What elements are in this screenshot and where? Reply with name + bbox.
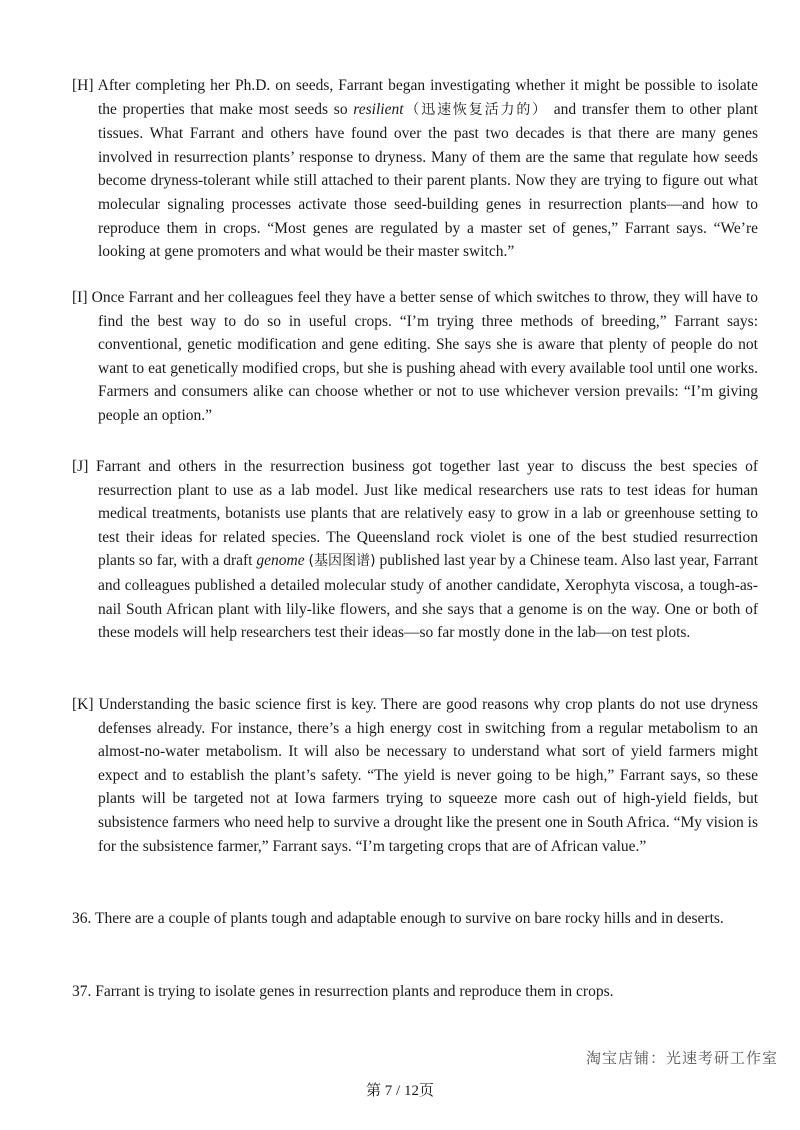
paragraph-j bbox=[72, 455, 758, 645]
paragraph-h bbox=[72, 74, 758, 264]
paragraph-h-rest: and transfer them to other plant tissues. What Farrant and others have found over the past two decades is that there are many genes involved in resurrection plants’ response to dryness. Many of them are the same that regulate how seeds become dryness-tolerant while still attached to their parent plants. Now they are trying to figure out what molecular signaling processes activate those seed-building genes in resurrection plants—and how to reproduce them in crops. “Most genes are regulated by a master set of genes,” Farrant says. “We’re looking at gene promoters and what would be their master switch.” bbox=[98, 100, 758, 261]
question-37: 37. Farrant is trying to isolate genes in resurrection plants and reproduce them in crops. bbox=[72, 983, 614, 1000]
paragraph-k: [K] Understanding the basic science first is key. There are good reasons why crop plants do not use dryness defenses already. For instance, there’s a high energy cost in switching from a regular metabolism to an almost-no-water metabolism. It will also be necessary to understand what sort of yield farmers might expect and to establish the plant’s safety. “The yield is never going to be high,” Farrant says, so these plants will be targeted not at Iowa farmers trying to squeeze more cash out of high-yield fields, but subsistence farmers who need help to survive a drought like the present one in South Africa. “My vision is for the subsistence farmer,” Farrant says. “I’m targeting crops that are of African value.” bbox=[72, 696, 758, 855]
paragraph-h-gloss: （迅速恢复活力的） bbox=[403, 101, 549, 118]
page-number: 第 7 / 12页 bbox=[366, 1083, 434, 1099]
paragraph-j-gloss: (基因图谱) bbox=[308, 553, 376, 570]
question-36: 36. There are a couple of plants tough and adaptable enough to survive on bare rocky hills and in deserts. bbox=[72, 910, 724, 927]
paragraph-i: [I] Once Farrant and her colleagues feel they have a better sense of which switches to throw, they will have to find the best way to do so in useful crops. “I’m trying three methods of breeding,” Farrant says: conventional, genetic modification and gene editing. She says she is aware that plenty of people do not want to eat genetically modified crops, but she is pushing ahead with every available tool until one works. Farmers and consumers alike can choose whether or not to use whichever version prevails: “I’m giving people an option.” bbox=[72, 289, 758, 424]
paragraph-j-lead: [J] Farrant and others in the resurrection business got together last year to discuss the best species of resurrection plant to use as a lab model. Just like medical researchers use rats to test ideas for human medical treatments, botanists use plants that are relatively easy to grow in a lab or greenhouse setting to test their ideas for related species. The Queensland rock violet is one of the best studied resurrection plants so far, with a draft bbox=[72, 458, 758, 570]
shop-watermark: 淘宝店铺：光速考研工作室 bbox=[585, 1049, 778, 1067]
paragraph-j-term: genome bbox=[256, 552, 305, 570]
paragraph-j-rest: published last year by a Chinese team. Also last year, Farrant and colleagues published a detailed molecular study of another candidate, Xerophyta viscosa, a tough-as-nail South African plant with lily-like flowers, and she says that a genome is on the way. One or both of these models will help researchers test their ideas—so far mostly done in the lab—on test plots. bbox=[98, 552, 758, 642]
paragraph-h-term: resilient bbox=[353, 100, 404, 118]
paragraph-h-lead: [H] After completing her Ph.D. on seeds, Farrant began investigating whether it might be possible to isolate the properties that make most seeds so bbox=[72, 77, 758, 118]
